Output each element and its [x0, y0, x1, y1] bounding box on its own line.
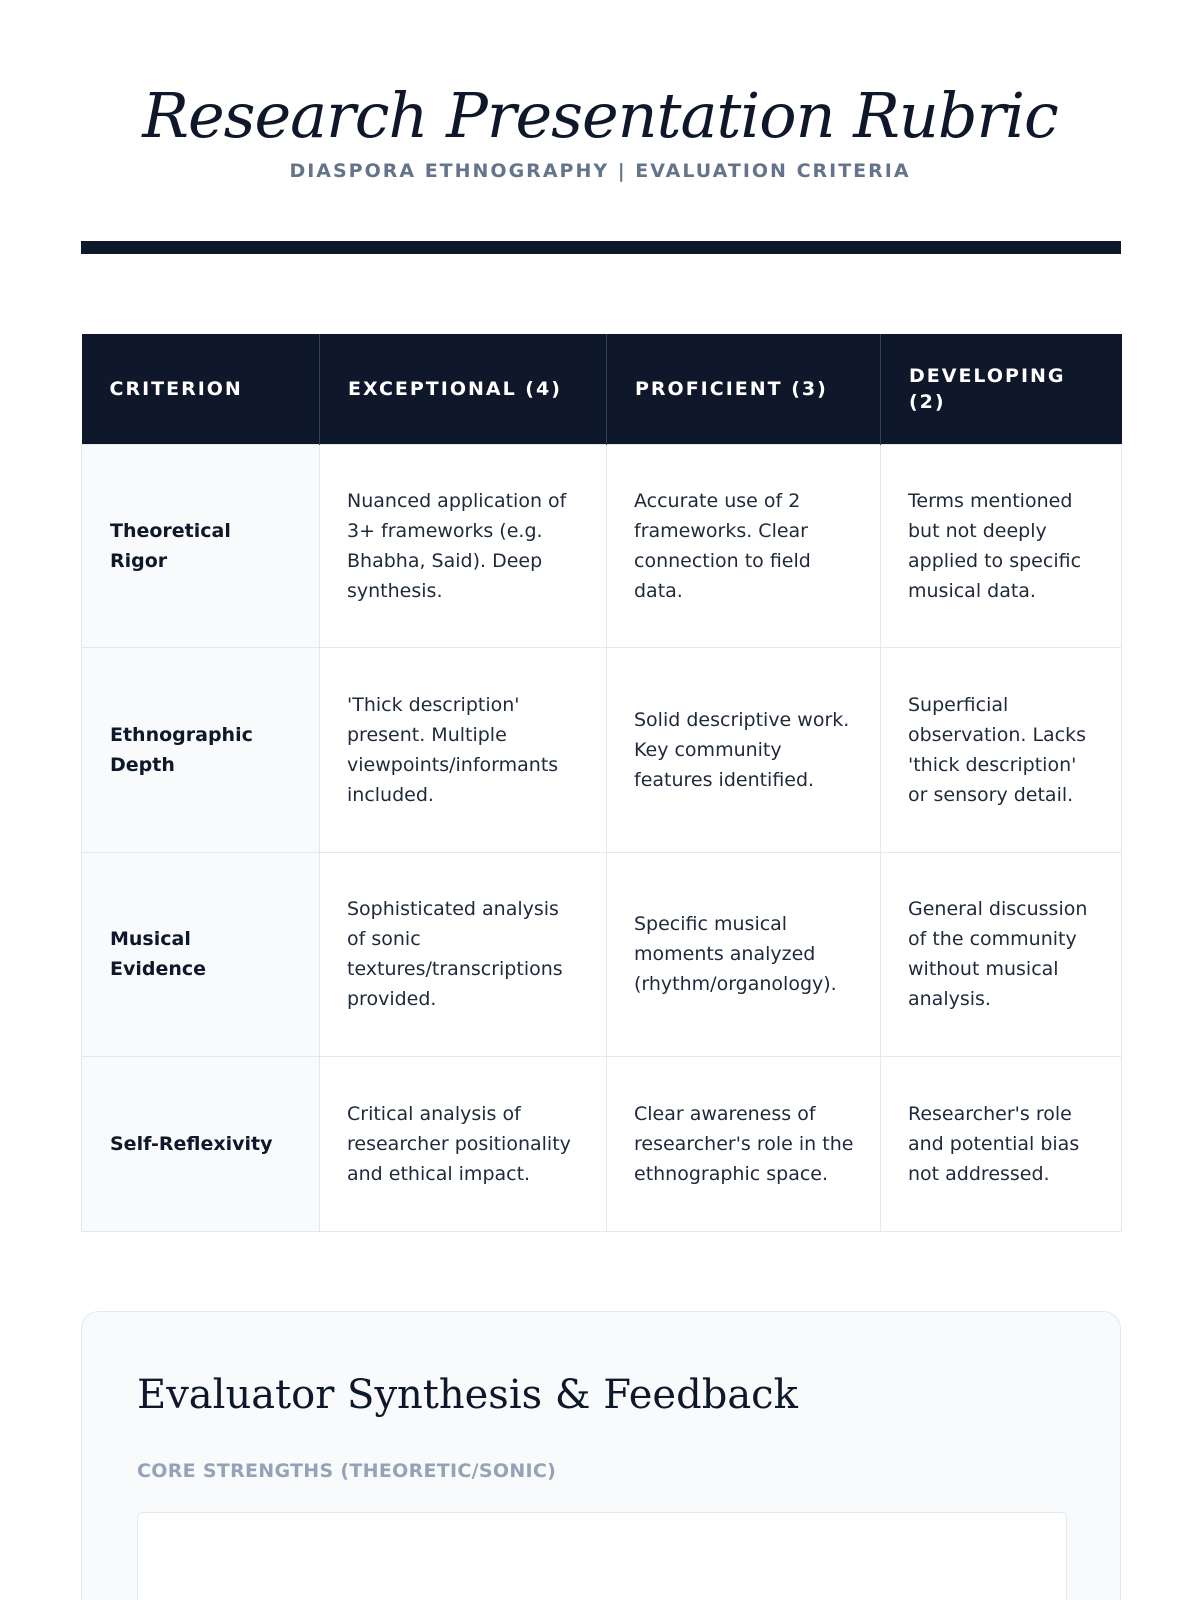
column-header-proficient: PROFICIENT (3) — [607, 334, 881, 444]
feedback-panel — [81, 1311, 1121, 1600]
exceptional-cell: Critical analysis of researcher positionality and ethical impact. — [320, 1056, 607, 1231]
feedback-title: Evaluator Synthesis & Feedback — [137, 1372, 798, 1418]
exceptional-cell: Sophisticated analysis of sonic textures/transcriptions provided. — [320, 852, 607, 1056]
header-divider — [81, 241, 1121, 254]
core-strengths-label: CORE STRENGTHS (THEORETIC/SONIC) — [137, 1460, 557, 1482]
table-row — [82, 647, 1122, 852]
table-header-row — [82, 334, 1122, 444]
developing-cell: Researcher's role and potential bias not addressed. — [881, 1056, 1122, 1231]
table-row — [82, 852, 1122, 1056]
table-row — [82, 1056, 1122, 1231]
proficient-cell: Specific musical moments analyzed (rhythm/organology). — [607, 852, 881, 1056]
proficient-cell: Solid descriptive work. Key community features identified. — [607, 647, 881, 852]
criterion-cell: Self-Reflexivity — [82, 1056, 320, 1231]
developing-cell: Superficial observation. Lacks 'thick description' or sensory detail. — [881, 647, 1122, 852]
page-subtitle: DIASPORA ETHNOGRAPHY | EVALUATION CRITERIA — [289, 160, 911, 182]
developing-cell: Terms mentioned but not deeply applied to specific musical data. — [881, 444, 1122, 647]
criterion-cell: Theoretical Rigor — [82, 444, 320, 647]
criterion-cell: Musical Evidence — [82, 852, 320, 1056]
proficient-cell: Clear awareness of researcher's role in the ethnographic space. — [607, 1056, 881, 1231]
core-strengths-input[interactable] — [137, 1512, 1067, 1600]
page-title: Research Presentation Rubric — [142, 79, 1058, 152]
developing-cell: General discussion of the community without musical analysis. — [881, 852, 1122, 1056]
column-header-developing: DEVELOPING (2) — [881, 334, 1122, 444]
column-header-exceptional: EXCEPTIONAL (4) — [320, 334, 607, 444]
criterion-cell: Ethnographic Depth — [82, 647, 320, 852]
exceptional-cell: 'Thick description' present. Multiple viewpoints/informants included. — [320, 647, 607, 852]
proficient-cell: Accurate use of 2 frameworks. Clear connection to field data. — [607, 444, 881, 647]
page-header — [0, 78, 1200, 182]
table-row — [82, 444, 1122, 647]
rubric-table — [81, 334, 1122, 1232]
exceptional-cell: Nuanced application of 3+ frameworks (e.g. Bhabha, Said). Deep synthesis. — [320, 444, 607, 647]
column-header-criterion: CRITERION — [82, 334, 320, 444]
